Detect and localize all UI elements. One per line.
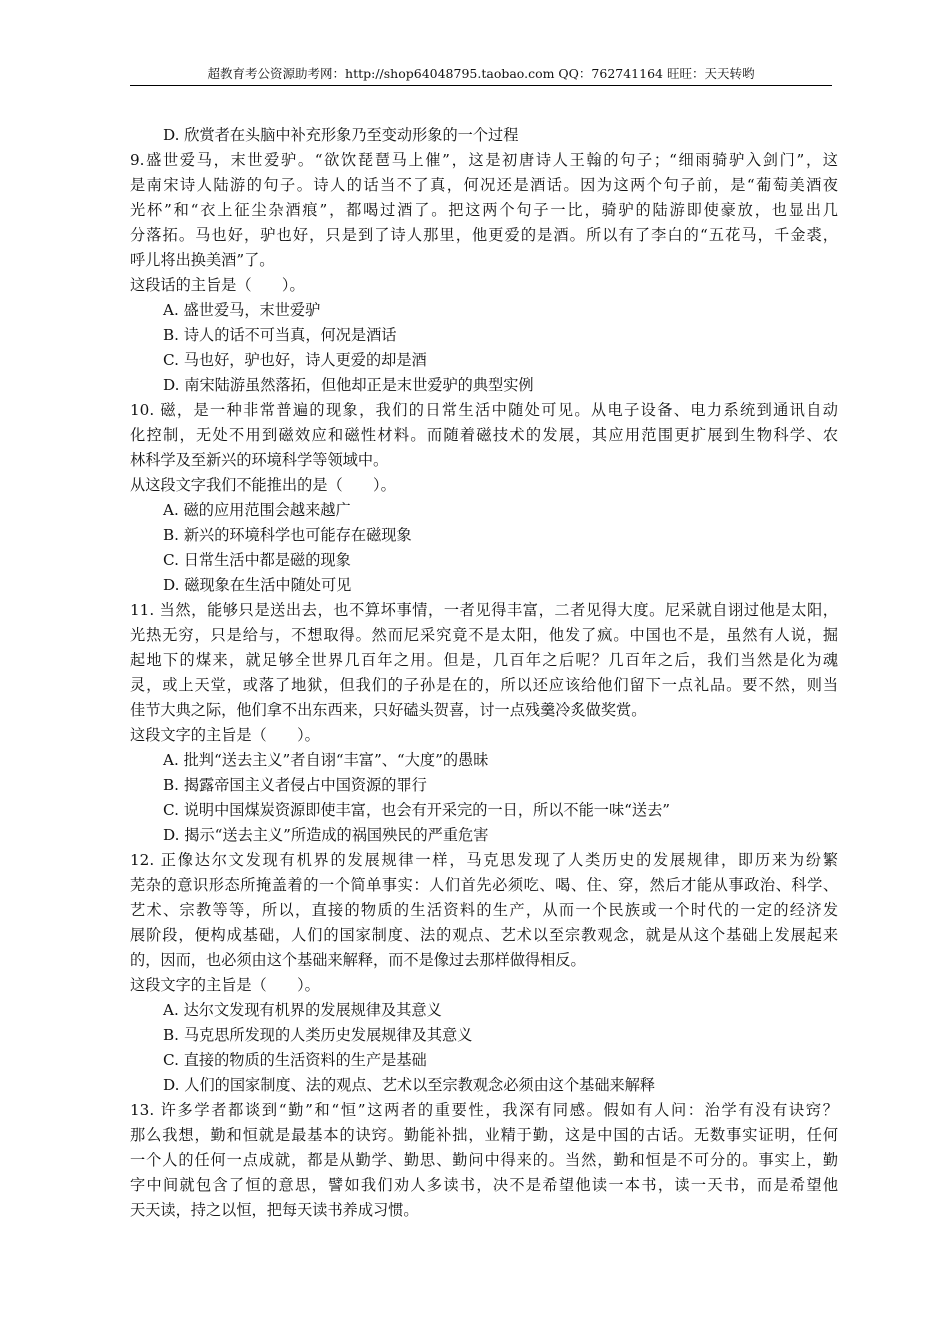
q11-stem-line: 11. 当然，能够只是送出去，也不算坏事情，一者见得丰富，二者见得大度。尼采就自诩过他是太阳， [130, 601, 838, 619]
question-13 [130, 1098, 838, 1223]
q10-stem-line: 10. 磁，是一种非常普遍的现象，我们的日常生活中随处可见。从电子设备、电力系统到通讯自动 [130, 401, 838, 419]
q11-stem-last-line: 佳节大典之际，他们拿不出东西来，只好磕头贺喜，讨一点残羹冷炙做奖赏。 [130, 701, 647, 719]
q11-option-a: A. 批判“送去主义”者自诩“丰富”、“大度”的愚昧 [163, 751, 489, 769]
question-9 [130, 148, 838, 398]
q10-stem-last-line: 林科学及至新兴的环境科学等领域中。 [130, 451, 389, 469]
q12-option-c: C. 直接的物质的生活资料的生产是基础 [163, 1051, 427, 1069]
q9-option-c: C. 马也好，驴也好，诗人更爱的却是酒 [163, 351, 427, 369]
q11-question: 这段文字的主旨是（ ）。 [130, 726, 320, 744]
q9-stem-line: 是南宋诗人陆游的句子。诗人的话当不了真，何况还是酒话。因为这两个句子前，是“葡萄美酒夜 [130, 176, 838, 194]
q13-stem-last-line: 天天读，持之以恒，把每天读书养成习惯。 [130, 1201, 419, 1219]
q13-stem-line: 一个人的任何一点成就，都是从勤学、勤思、勤问中得来的。当然，勤和恒是不可分的。事实上，勤 [130, 1151, 838, 1169]
q9-option-a: A. 盛世爱马，末世爱驴 [163, 301, 321, 319]
q9-question: 这段话的主旨是（ ）。 [130, 276, 305, 294]
q9-stem-line: 分落拓。马也好，驴也好，只是到了诗人那里，他更爱的是酒。所以有了李白的“五花马，千金裘， [130, 226, 838, 244]
q11-option-d: D. 揭示“送去主义”所造成的祸国殃民的严重危害 [163, 826, 489, 844]
q10-question: 从这段文字我们不能推出的是（ ）。 [130, 476, 396, 494]
question-11 [130, 598, 838, 848]
q12-option-b: B. 马克思所发现的人类历史发展规律及其意义 [163, 1026, 473, 1044]
q10-option-d: D. 磁现象在生活中随处可见 [163, 576, 352, 594]
q12-stem-line: 芜杂的意识形态所掩盖着的一个简单事实：人们首先必须吃、喝、住、穿，然后才能从事政治、科学、 [130, 876, 838, 894]
q9-stem-line: 9.盛世爱马，末世爱驴。“欲饮琵琶马上催”，这是初唐诗人王翰的句子；“细雨骑驴入剑门”，这 [130, 151, 838, 169]
q9-stem-last-line: 呼儿将出换美酒”了。 [130, 251, 275, 269]
q12-option-d: D. 人们的国家制度、法的观点、艺术以至宗教观念必须由这个基础来解释 [163, 1076, 656, 1094]
q10-option-b: B. 新兴的环境科学也可能存在磁现象 [163, 526, 412, 544]
q12-question: 这段文字的主旨是（ ）。 [130, 976, 320, 994]
q11-stem-line: 灵，或上天堂，或落了地狱，但我们的子孙是在的，所以还应该给他们留下一点礼品。要不然，则当 [130, 676, 838, 694]
q9-option-b: B. 诗人的话不可当真，何况是酒话 [163, 326, 397, 344]
q10-stem-line: 化控制，无处不用到磁效应和磁性材料。而随着磁技术的发展，其应用范围更扩展到生物科学、农 [130, 426, 838, 444]
q10-option-a: A. 磁的应用范围会越来越广 [163, 501, 351, 519]
document-body [130, 123, 838, 1223]
page-header: 超教育考公资源助考网：http://shop64048795.taobao.com QQ：762741164 旺旺：天天转哟 [207, 66, 755, 81]
q13-stem-line: 字中间就包含了恒的意思，譬如我们劝人多读书，决不是希望他读一本书，读一天书，而是希望他 [130, 1176, 838, 1194]
q11-option-c: C. 说明中国煤炭资源即使丰富，也会有开采完的一日，所以不能一味“送去” [163, 801, 671, 819]
q9-stem-line: 光杯”和“衣上征尘杂酒痕”，都喝过酒了。把这两个句子一比，骑驴的陆游即使豪放，也显出几 [130, 201, 838, 219]
q12-stem-last-line: 的，因而，也必须由这个基础来解释，而不是像过去那样做得相反。 [130, 951, 586, 969]
q12-stem-line: 艺术、宗教等等，所以，直接的物质的生活资料的生产，从而一个民族或一个时代的一定的经济发 [130, 901, 838, 919]
prev-option-d: D. 欣赏者在头脑中补充形象乃至变动形象的一个过程 [163, 126, 519, 144]
header-rule [130, 85, 832, 86]
question-10 [130, 398, 838, 598]
q12-stem-line: 展阶段，便构成基础，人们的国家制度、法的观点、艺术以至宗教观念，就是从这个基础上发展起来 [130, 926, 838, 944]
q11-stem-line: 起地下的煤来，就足够全世界几百年之用。但是，几百年之后呢？几百年之后，我们当然是化为魂 [130, 651, 838, 669]
q11-option-b: B. 揭露帝国主义者侵占中国资源的罪行 [163, 776, 427, 794]
question-12 [130, 848, 838, 1098]
q12-option-a: A. 达尔文发现有机界的发展规律及其意义 [163, 1001, 442, 1019]
q11-stem-line: 光热无穷，只是给与，不想取得。然而尼采究竟不是太阳，他发了疯。中国也不是，虽然有人说，掘 [130, 626, 838, 644]
q10-option-c: C. 日常生活中都是磁的现象 [163, 551, 351, 569]
q13-stem-line: 13. 许多学者都谈到“勤”和“恒”这两者的重要性，我深有同感。假如有人问：治学有没有诀窍？ [130, 1101, 838, 1119]
q12-stem-line: 12. 正像达尔文发现有机界的发展规律一样，马克思发现了人类历史的发展规律，即历来为纷繁 [130, 851, 838, 869]
q13-stem-line: 那么我想，勤和恒就是最基本的诀窍。勤能补拙，业精于勤，这是中国的古话。无数事实证明，任何 [130, 1126, 838, 1144]
q9-option-d: D. 南宋陆游虽然落拓，但他却正是末世爱驴的典型实例 [163, 376, 534, 394]
